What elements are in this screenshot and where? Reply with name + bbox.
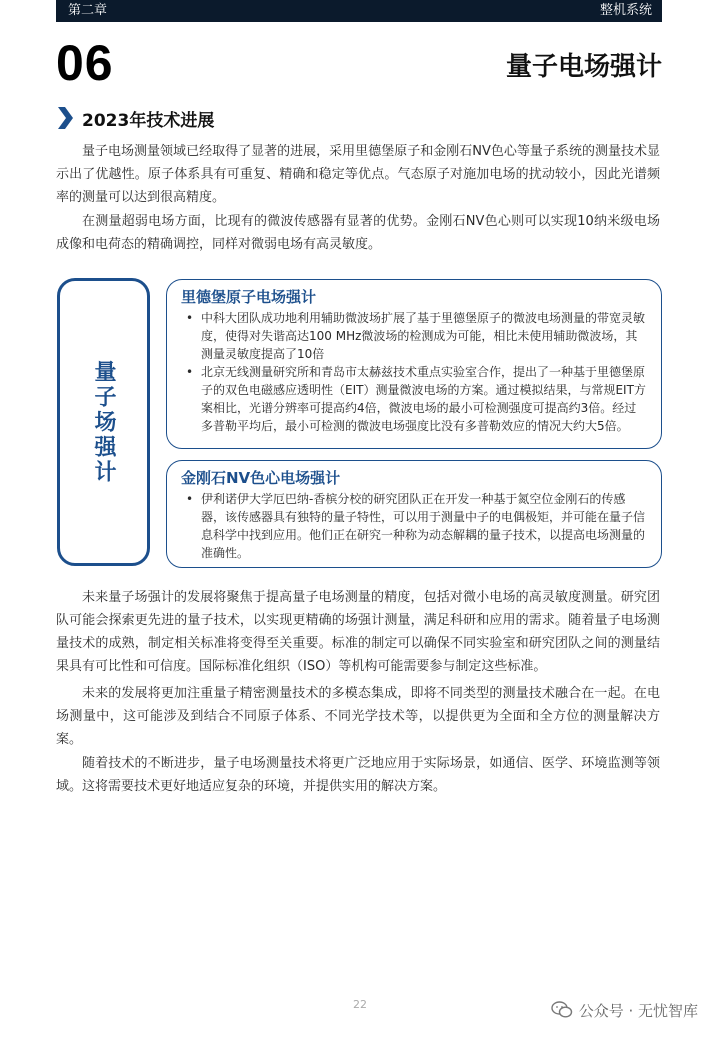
- outlook-paragraph-3: 随着技术的不断进步，量子电场测量技术将更广泛地应用于实际场景，如通信、医学、环境监测等领域。这将需要技术更好地适应复杂的环境，并提供实用的解决方案。: [56, 756, 660, 794]
- section-heading-text: 2023年技术进展: [82, 110, 215, 131]
- nv-card-title: 金刚石NV色心电场强计: [181, 469, 341, 487]
- side-label-box: [57, 278, 150, 566]
- chapter-label: 第二章: [68, 3, 108, 18]
- rydberg-card-title: 里德堡原子电场强计: [181, 288, 317, 306]
- rydberg-card: [166, 279, 662, 449]
- list-item: • 北京无线测量研究所和青岛市太赫兹技术重点实验室合作，提出了一种基于里德堡原子的双色电磁感应透明性（EIT）测量微波电场的方案。通过模拟结果，与常规EIT方案相比，光谱分辨率可提高约4倍，微波电场的最小可检测强度可提高约3倍。经过多普勒平均后，最小可检测的微波电场强度比没有多普勒效应的情况大约大5倍。: [181, 363, 647, 435]
- outlook-paragraph-1: 未来量子场强计的发展将聚焦于提高量子电场测量的精度，包括对微小电场的高灵敏度测量。研究团队可能会探索更先进的量子技术，以实现更精确的场强计测量，满足科研和应用的需求。随着量子电场测量技术的成熟，制定相关标准将变得至关重要。标准的制定可以确保不同实验室和研究团队之间的测量结果具有可比性和可信度。国际标准化组织（ISO）等机构可能需要参与制定这些标准。: [56, 590, 660, 674]
- intro-paragraph-1: 量子电场测量领域已经取得了显著的进展，采用里德堡原子和金刚石NV色心等量子系统的测量技术显示出了优越性。原子体系具有可重复、精确和稳定等优点。气态原子对施加电场的扰动较小，因此光谱频率的测量可以达到很高精度。: [56, 144, 660, 205]
- page-number: 22: [353, 998, 367, 1011]
- section-label: 整机系统: [599, 3, 652, 18]
- list-item: • 中科大团队成功地利用辅助微波场扩展了基于里德堡原子的微波电场测量的带宽灵敏度，使得对失谐高达100 MHz微波场的检测成为可能，相比未使用辅助微波场，其测量灵敏度提高了10倍: [181, 309, 647, 363]
- chapter-number: 06: [56, 35, 114, 91]
- list-item: • 伊利诺伊大学厄巴纳-香槟分校的研究团队正在开发一种基于氮空位金刚石的传感器，该传感器具有独特的量子特性，可以用于测量中子的电偶极矩，并可能在量子信息科学中找到应用。他们正在研究一种称为动态解耦的量子技术，以提高电场测量的准确性。: [181, 490, 647, 562]
- outlook-paragraph-2: 未来的发展将更加注重量子精密测量技术的多模态集成，即将不同类型的测量技术融合在一起。在电场测量中，这可能涉及到结合不同原子体系、不同光学技术等，以提供更为全面和全方位的测量解决方案。: [56, 686, 660, 747]
- top-header-bar: [56, 0, 662, 22]
- chevron-right-icon: [56, 107, 74, 129]
- side-label: 量子场强计: [91, 359, 116, 485]
- nv-center-card: [166, 460, 662, 568]
- watermark-text: 公众号 · 无忧智库: [578, 1001, 698, 1020]
- watermark: [551, 998, 698, 1022]
- section-heading: [56, 104, 214, 132]
- intro-paragraph-2: 在测量超弱电场方面，比现有的微波传感器有显著的优势。金刚石NV色心则可以实现10纳米级电场成像和电荷态的精确调控，同样对微弱电场有高灵敏度。: [56, 214, 660, 252]
- page-title: 量子电场强计: [505, 52, 662, 82]
- wechat-icon: [551, 1000, 573, 1020]
